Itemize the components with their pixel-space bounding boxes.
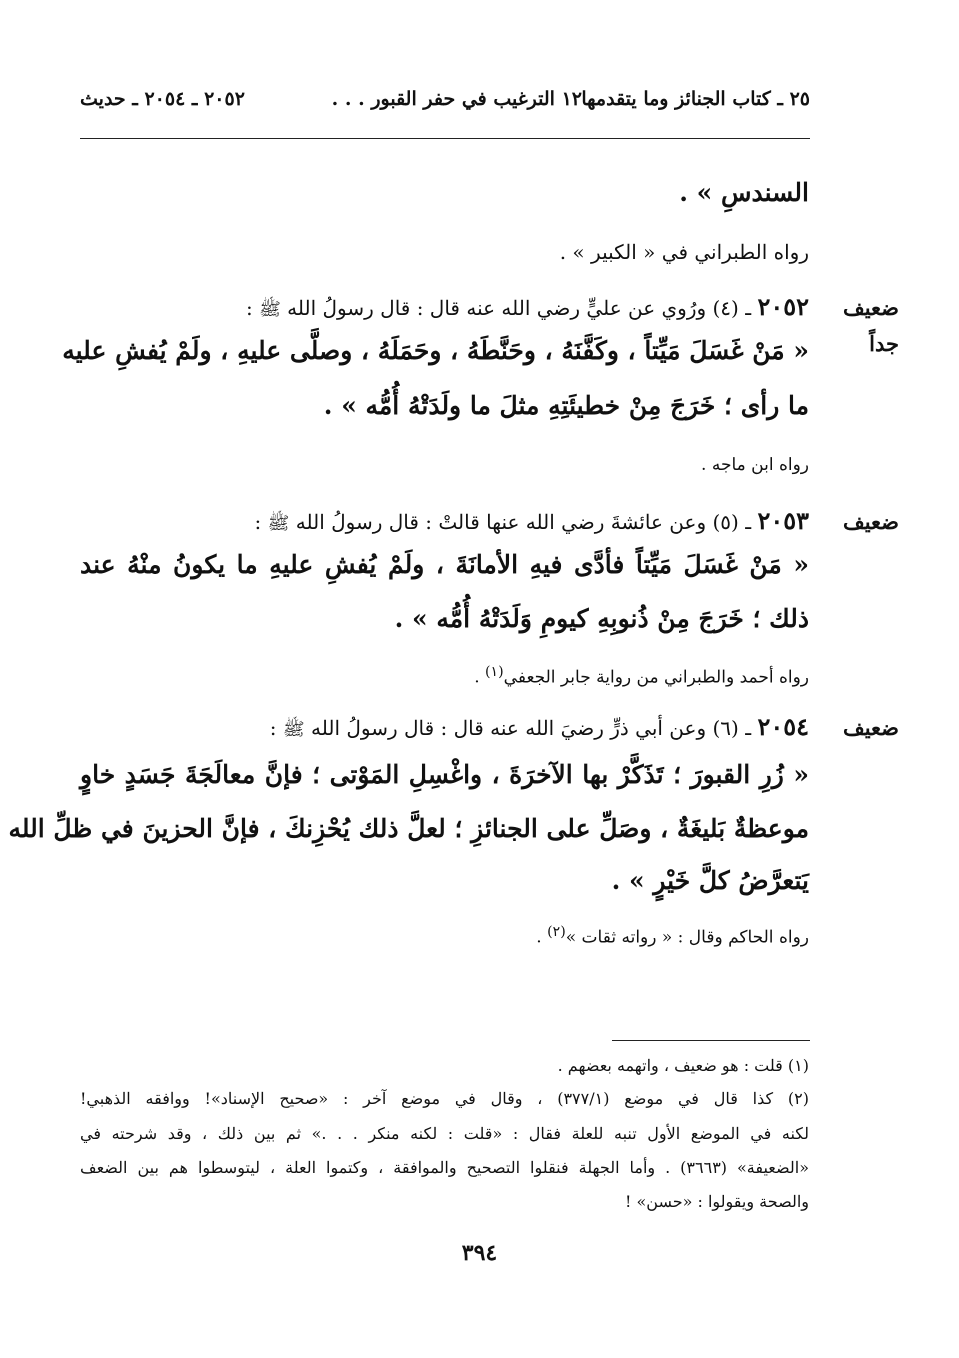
hadith-text-line: موعظةٌ بَليغَةٌ ، وصَلِّ على الجنائزِ ؛ لعلَّ ذلك يُحْزِنكَ ، فإنَّ الحزينَ في ظلِّ الله	[8, 814, 809, 843]
header-section: ١٢ الترغيب في حفر القبور . . .	[331, 88, 582, 110]
hadith-text-line: « زُرِ القبورَ ؛ تَذَكَّرْ بها الآخرَةَ ، واغْسِلِ المَوْتى ؛ فإنَّ معالَجَةَ جَسَدٍ خاوٍ	[80, 760, 809, 789]
grade-label	[819, 710, 899, 746]
header-chapter: ٢٥ ـ كتاب الجنائز وما يتقدمها	[581, 88, 810, 110]
hadith-source	[474, 664, 809, 688]
grade-word: ضعيف	[842, 295, 899, 320]
footnote-2-line: (٢) كذا قال في موضع (٣٧٧/١) ، وقال في موضع آخر : «صحيح الإسناد»! ووافقه الذهبي!	[80, 1089, 809, 1108]
hadith-number: ٢٠٥٣	[757, 506, 809, 535]
footnote-ref: (١)	[485, 664, 504, 680]
source-text: رواه الحاكم وقال : « رواته ثقات »	[565, 927, 809, 948]
header-hadith-range: ٢٠٥٢ ـ ٢٠٥٤ ـ حديث	[80, 88, 245, 110]
hadith-isnad	[255, 506, 809, 538]
grade-qualifier: جداً	[869, 331, 899, 356]
hadith-source	[536, 924, 809, 948]
isnad-text: ـ (٥) وعن عائشةَ رضي الله عنها قالتْ : قال رسولُ الله	[295, 510, 752, 534]
isnad-colon: :	[254, 510, 268, 534]
isnad-text: ـ (٤) ورُوي عن عليٍّ رضي الله عنه قال : قال رسولُ الله	[287, 296, 752, 320]
footnote-divider	[612, 1040, 810, 1041]
hadith-source: رواه ابن ماجه .	[701, 455, 809, 475]
salutation-symbol: ﷺ	[282, 719, 305, 740]
isnad-text: ـ (٦) وعن أبي ذرٍّ رضيَ الله عنه قال : قال رسولُ الله	[311, 716, 752, 740]
source-text: رواه أحمد والطبراني من رواية جابر الجعفي	[503, 667, 809, 688]
footnote-1: (١) قلت : هو ضعيف ، واتهمه بعضهم .	[557, 1056, 809, 1075]
grade-label	[819, 290, 899, 362]
intro-source: رواه الطبراني في « الكبير » .	[559, 240, 809, 264]
source-period: .	[474, 667, 485, 688]
footnote-2-line: لكنه في الموضع الأول تنبه للعلة فقال : «قلت : لكنه منكر . . .» ثم بين ذلك ، وقد شرحته في	[80, 1124, 809, 1143]
grade-word: ضعيف	[842, 715, 899, 740]
hadith-text-line: ذلك ؛ خَرَجَ مِنْ ذُنوبِهِ كيومِ وَلَدَتْهُ أُمُّه » .	[394, 604, 809, 633]
footnote-2-line: والصحة ويقولوا : «حسن» !	[624, 1192, 809, 1211]
isnad-colon: :	[269, 716, 283, 740]
intro-text-end: السندسِ » .	[679, 178, 809, 207]
hadith-text-line: « مَنْ غَسَلَ مَيِّتاً ، وكَفَّنَهُ ، وحَنَّطَهُ ، وحَمَلَهُ ، وصلَّى عليهِ ، ولَمْ يُفشِ عليه	[62, 336, 809, 365]
grade-label	[819, 504, 899, 540]
hadith-text-line: « مَنْ غَسَلَ مَيِّتاً فأدَّى فيهِ الأمانَةَ ، ولَمْ يُفشِ عليهِ ما يكونُ منْهُ عند	[80, 550, 809, 579]
isnad-colon: :	[245, 296, 260, 320]
page-number: ٣٩٤	[461, 1240, 498, 1266]
grade-word: ضعيف	[842, 509, 899, 534]
source-period: .	[536, 927, 548, 948]
salutation-symbol: ﷺ	[259, 299, 281, 320]
hadith-isnad	[270, 712, 809, 744]
hadith-isnad	[246, 292, 809, 324]
footnote-2-line: «الضعيفة» (٣٦٦٣) . وأما الجهلة فنقلوا التصحيح والموافقة ، وكتموا العلة ، ليتوسطوا هم بين الضعف	[80, 1158, 809, 1177]
header-divider	[80, 138, 810, 139]
hadith-text-line: يَتعرَّضُ كلَّ خَيْرٍ » .	[611, 866, 809, 895]
footnote-ref: (٢)	[547, 924, 566, 940]
hadith-number: ٢٠٥٢	[757, 292, 809, 321]
hadith-text-line: ما رأى ؛ خَرَجَ مِنْ خطيئَتِهِ مثلَ ما ولَدَتْهُ أُمُّه » .	[323, 391, 809, 420]
salutation-symbol: ﷺ	[267, 513, 290, 534]
hadith-number: ٢٠٥٤	[757, 712, 809, 741]
running-header	[80, 88, 810, 128]
